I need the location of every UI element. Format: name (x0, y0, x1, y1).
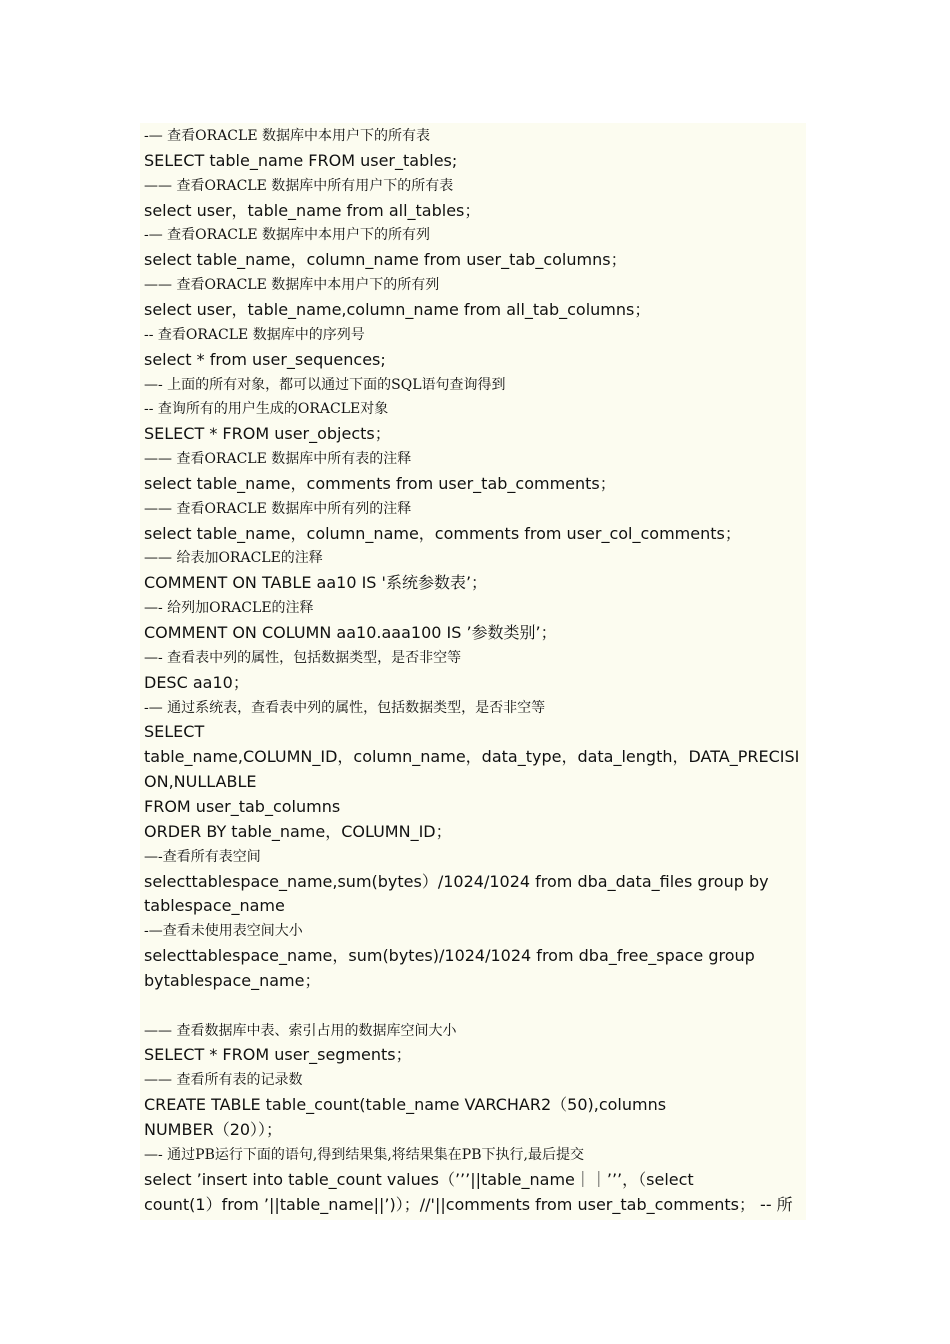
comment-line: -- 查询所有的用户生成的ORACLE对象 (144, 401, 389, 418)
comment-line: —- 通过PB运行下面的语句,得到结果集,将结果集在PB下执行,最后提交 (144, 1146, 584, 1163)
comment-line: —— 查看ORACLE 数据库中本用户下的所有列 (144, 277, 440, 294)
comment-line: -- 查看ORACLE 数据库中的序列号 (144, 326, 365, 343)
comment-line: -— 查看ORACLE 数据库中本用户下的所有列 (144, 227, 430, 244)
sql-line: SELECT (144, 722, 205, 742)
sql-line: select user，table_name from all_tables； (144, 200, 481, 220)
comment-line: —- 上面的所有对象，都可以通过下面的SQL语句查询得到 (144, 376, 506, 393)
comment-line: —— 查看ORACLE 数据库中所有表的注释 (144, 451, 412, 468)
sql-line: NUMBER（20））； (144, 1120, 283, 1139)
sql-line: selecttablespace_name,sum(bytes）/1024/1024 from dba_data_files group by (144, 871, 769, 891)
comment-line: —- 查看表中列的属性，包括数据类型，是否非空等 (144, 649, 462, 666)
comment-line: -— 查看ORACLE 数据库中本用户下的所有表 (144, 128, 430, 144)
sql-line: table_name,COLUMN_ID，column_name，data_type，data_length，DATA_PRECISI (144, 747, 800, 767)
comment-line: —— 给表加ORACLE的注释 (144, 550, 323, 567)
sql-line: select table_name，column_name from user_tab_columns； (144, 250, 627, 270)
sql-line: COMMENT ON TABLE aa10 IS '系统参数表’； (144, 573, 488, 593)
sql-line: SELECT * FROM user_objects； (144, 424, 391, 444)
comment-line: —— 查看所有表的记录数 (144, 1072, 303, 1089)
sql-line: select user，table_name,column_name from all_tab_columns； (144, 299, 651, 319)
sql-line: DESC aa10； (144, 672, 249, 692)
blank-line (144, 994, 806, 1019)
sql-line: count(1）from ’||table_name||’)）；//'||comments from user_tab_comments； -- 所 (144, 1194, 793, 1214)
sql-line: tablespace_name (144, 896, 285, 916)
comment-line: —— 查看ORACLE 数据库中所有用户下的所有表 (144, 177, 454, 194)
sql-line: bytablespace_name； (144, 970, 321, 990)
comment-line: —— 查看数据库中表、索引占用的数据库空间大小 (144, 1022, 457, 1039)
sql-line: selecttablespace_name，sum(bytes)/1024/1024 from dba_free_space group (144, 946, 755, 966)
comment-line: —-查看所有表空间 (144, 848, 261, 865)
sql-line: SELECT * FROM user_segments； (144, 1045, 412, 1065)
comment-line: -—查看未使用表空间大小 (144, 923, 303, 940)
sql-line: ON,NULLABLE (144, 772, 257, 792)
sql-line: select table_name，comments from user_tab_comments； (144, 473, 616, 493)
sql-line: SELECT table_name FROM user_tables; (144, 150, 458, 170)
sql-line: select table_name，column_name，comments from user_col_comments； (144, 523, 741, 543)
sql-line: select ’insert into table_count values（’’’||table_name｜｜’’’，（select (144, 1169, 694, 1189)
sql-line: ORDER BY table_name，COLUMN_ID； (144, 821, 452, 841)
comment-line: —- 给列加ORACLE的注释 (144, 600, 314, 617)
sql-line: FROM user_tab_columns (144, 796, 341, 816)
sql-line: select * from user_sequences; (144, 349, 386, 369)
comment-line: -— 通过系统表，查看表中列的属性，包括数据类型，是否非空等 (144, 699, 546, 716)
comment-line: —— 查看ORACLE 数据库中所有列的注释 (144, 500, 412, 517)
sql-line: CREATE TABLE table_count(table_name VARCHAR2（50),columns (144, 1095, 667, 1115)
sql-line: COMMENT ON COLUMN aa10.aaa100 IS ’参数类别’； (144, 623, 557, 642)
